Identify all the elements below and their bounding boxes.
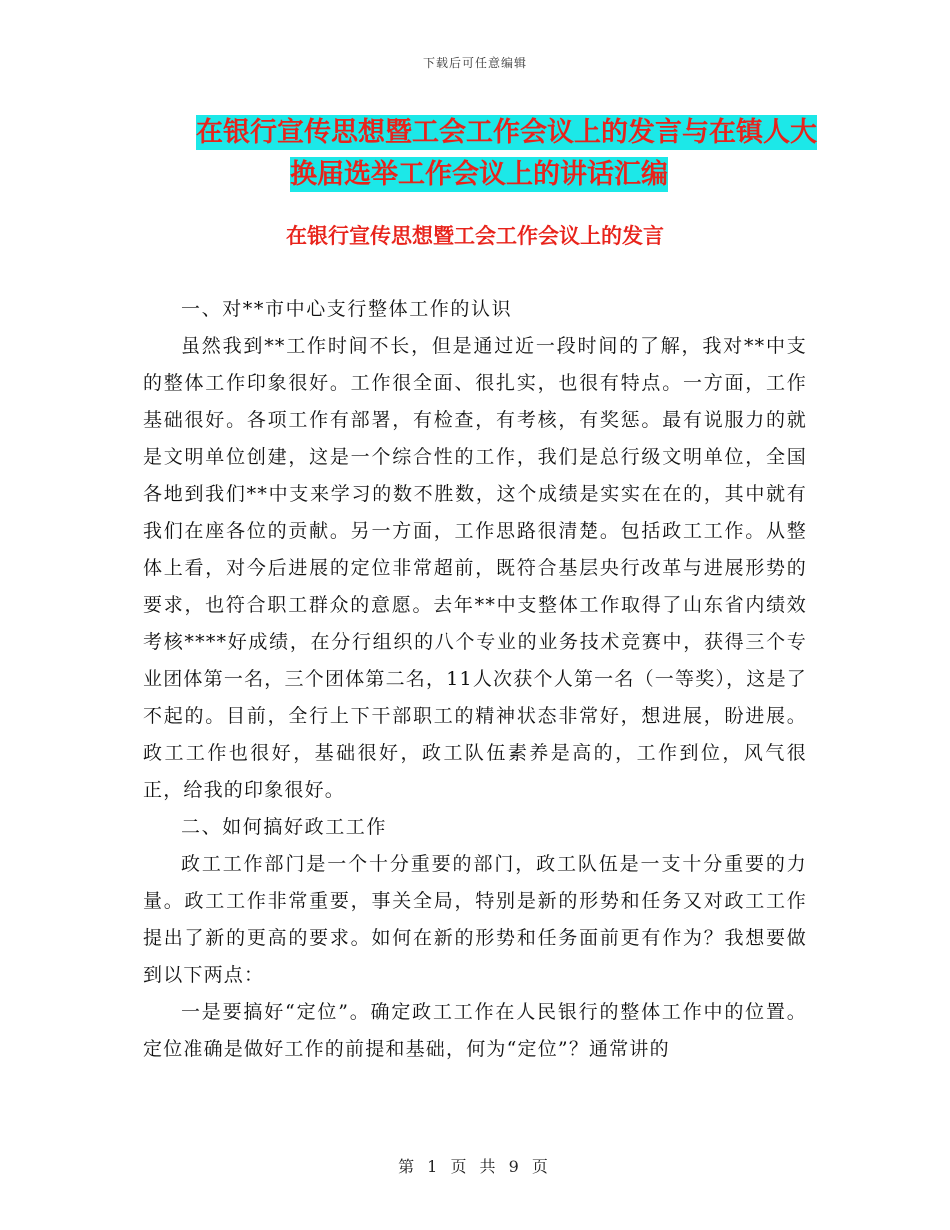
paragraph: 虽然我到**工作时间不长，但是通过近一段时间的了解，我对**中支的整体工作印象很好。工作很全面、很扎实，也很有特点。一方面，工作基础很好。各项工作有部署，有检查，有考核，有奖惩。最有说服力的就是文明单位创建，这是一个综合性的工作，我们是总行级文明单位，全国各地到我们**中支来学习的数不胜数，这个成绩是实实在在的，其中就有我们在座各位的贡献。另一方面，工作思路很清楚。包括政工工作。从整体上看，对今后进展的定位非常超前，既符合基层央行改革与进展形势的要求，也符合职工群众的意愿。去年**中支整体工作取得了山东省内绩效考核****好成绩，在分行组织的八个专业的业务技术竞赛中，获得三个专业团体第一名，三个团体第二名，11人次获个人第一名（一等奖），这是了不起的。目前，全行上下干部职工的精神状态非常好，想进展，盼进展。政工工作也很好，基础很好，政工队伍素养是高的，工作到位，风气很正，给我的印象很好。 <box>143 335 807 801</box>
document-title-line-1: 在银行宣传思想暨工会工作会议上的发言与在镇人大 <box>196 117 817 148</box>
paragraph-heading-2: 二、如何搞好政工工作 <box>181 816 388 838</box>
page-header-note: 下载后可任意编辑 <box>422 56 527 70</box>
paragraph-heading-1: 一、对**市中心支行整体工作的认识 <box>181 298 513 320</box>
document-title <box>150 112 817 196</box>
document-body <box>143 291 807 1068</box>
document-title-line-2: 换届选举工作会议上的讲话汇编 <box>290 159 668 190</box>
paragraph: 一是要搞好“定位”。确定政工工作在人民银行的整体工作中的位置。定位准确是做好工作的前提和基础，何为“定位”？通常讲的 <box>143 1001 807 1060</box>
paragraph: 政工工作部门是一个十分重要的部门，政工队伍是一支十分重要的力量。政工工作非常重要，事关全局，特别是新的形势和任务又对政工工作提出了新的更高的要求。如何在新的形势和任务面前更有作为？我想要做到以下两点： <box>143 853 807 986</box>
section-title: 在银行宣传思想暨工会工作会议上的发言 <box>286 224 664 248</box>
page-number: 第 1 页 共 9 页 <box>398 1157 552 1176</box>
